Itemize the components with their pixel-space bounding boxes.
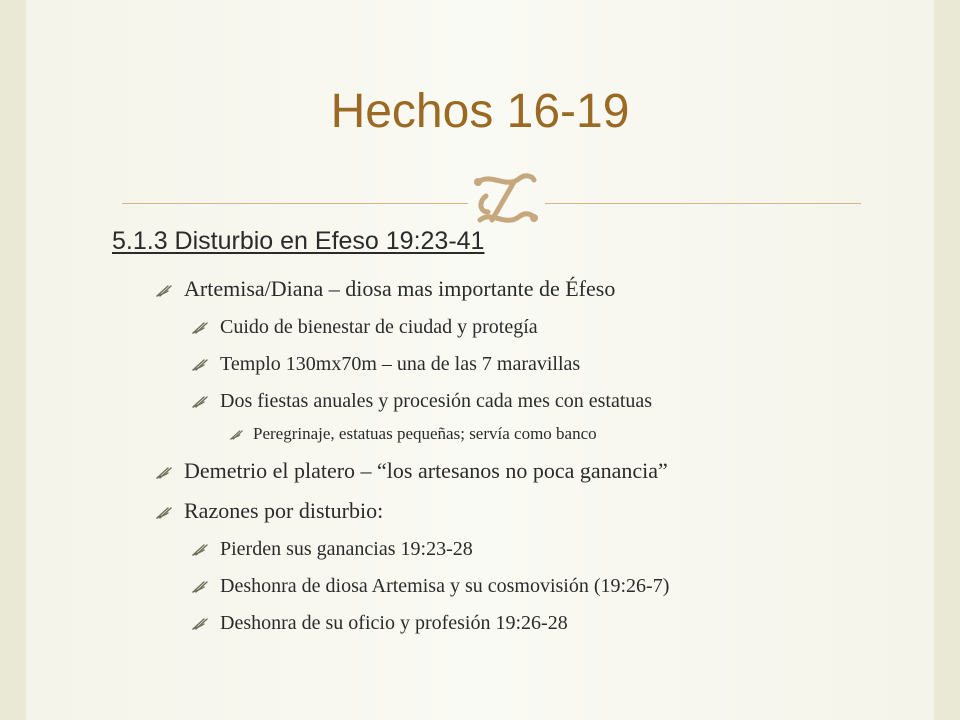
list-item bbox=[112, 537, 952, 561]
list-item-text: Cuido de bienestar de ciudad y protegía bbox=[220, 316, 538, 338]
list-item bbox=[112, 458, 952, 484]
list-item bbox=[112, 498, 952, 524]
list-item bbox=[112, 276, 952, 302]
list-item-text: Deshonra de diosa Artemisa y su cosmovisión (19:26-7) bbox=[220, 575, 670, 597]
slide-title: Hechos 16-19 bbox=[330, 85, 630, 138]
quill-bullet-icon bbox=[192, 581, 208, 593]
bullet-list bbox=[112, 276, 952, 635]
list-item bbox=[112, 352, 952, 376]
list-item bbox=[112, 574, 952, 598]
slide bbox=[26, 0, 934, 720]
list-item-text: Dos fiestas anuales y procesión cada mes con estatuas bbox=[220, 390, 653, 412]
quill-bullet-icon bbox=[192, 618, 208, 630]
list-item bbox=[112, 389, 952, 413]
list-item bbox=[112, 424, 952, 444]
list-item bbox=[112, 611, 952, 635]
quill-bullet-icon bbox=[192, 544, 208, 556]
section-heading: 5.1.3 Disturbio en Efeso 19:23-41 bbox=[112, 227, 485, 255]
list-item bbox=[112, 315, 952, 339]
quill-bullet-icon bbox=[156, 285, 172, 297]
list-item-text: Pierden sus ganancias 19:23-28 bbox=[220, 538, 473, 560]
quill-bullet-icon bbox=[192, 359, 208, 371]
list-item-text: Peregrinaje, estatuas pequeñas; servía como banco bbox=[253, 424, 597, 443]
divider-right bbox=[545, 203, 861, 204]
list-item-text: Templo 130mx70m – una de las 7 maravillas bbox=[220, 353, 581, 375]
divider-left bbox=[122, 203, 468, 204]
quill-bullet-icon bbox=[192, 396, 208, 408]
quill-bullet-icon bbox=[156, 507, 172, 519]
list-item-text: Artemisa/Diana – diosa mas importante de Éfeso bbox=[184, 276, 616, 301]
list-item-text: Deshonra de su oficio y profesión 19:26-28 bbox=[220, 612, 568, 634]
list-item-text: Demetrio el platero – “los artesanos no poca ganancia” bbox=[184, 458, 668, 483]
quill-bullet-icon bbox=[156, 467, 172, 479]
quill-bullet-icon bbox=[192, 322, 208, 334]
quill-bullet-icon bbox=[230, 430, 243, 440]
list-item-text: Razones por disturbio: bbox=[184, 498, 384, 523]
slide-content bbox=[112, 220, 952, 635]
